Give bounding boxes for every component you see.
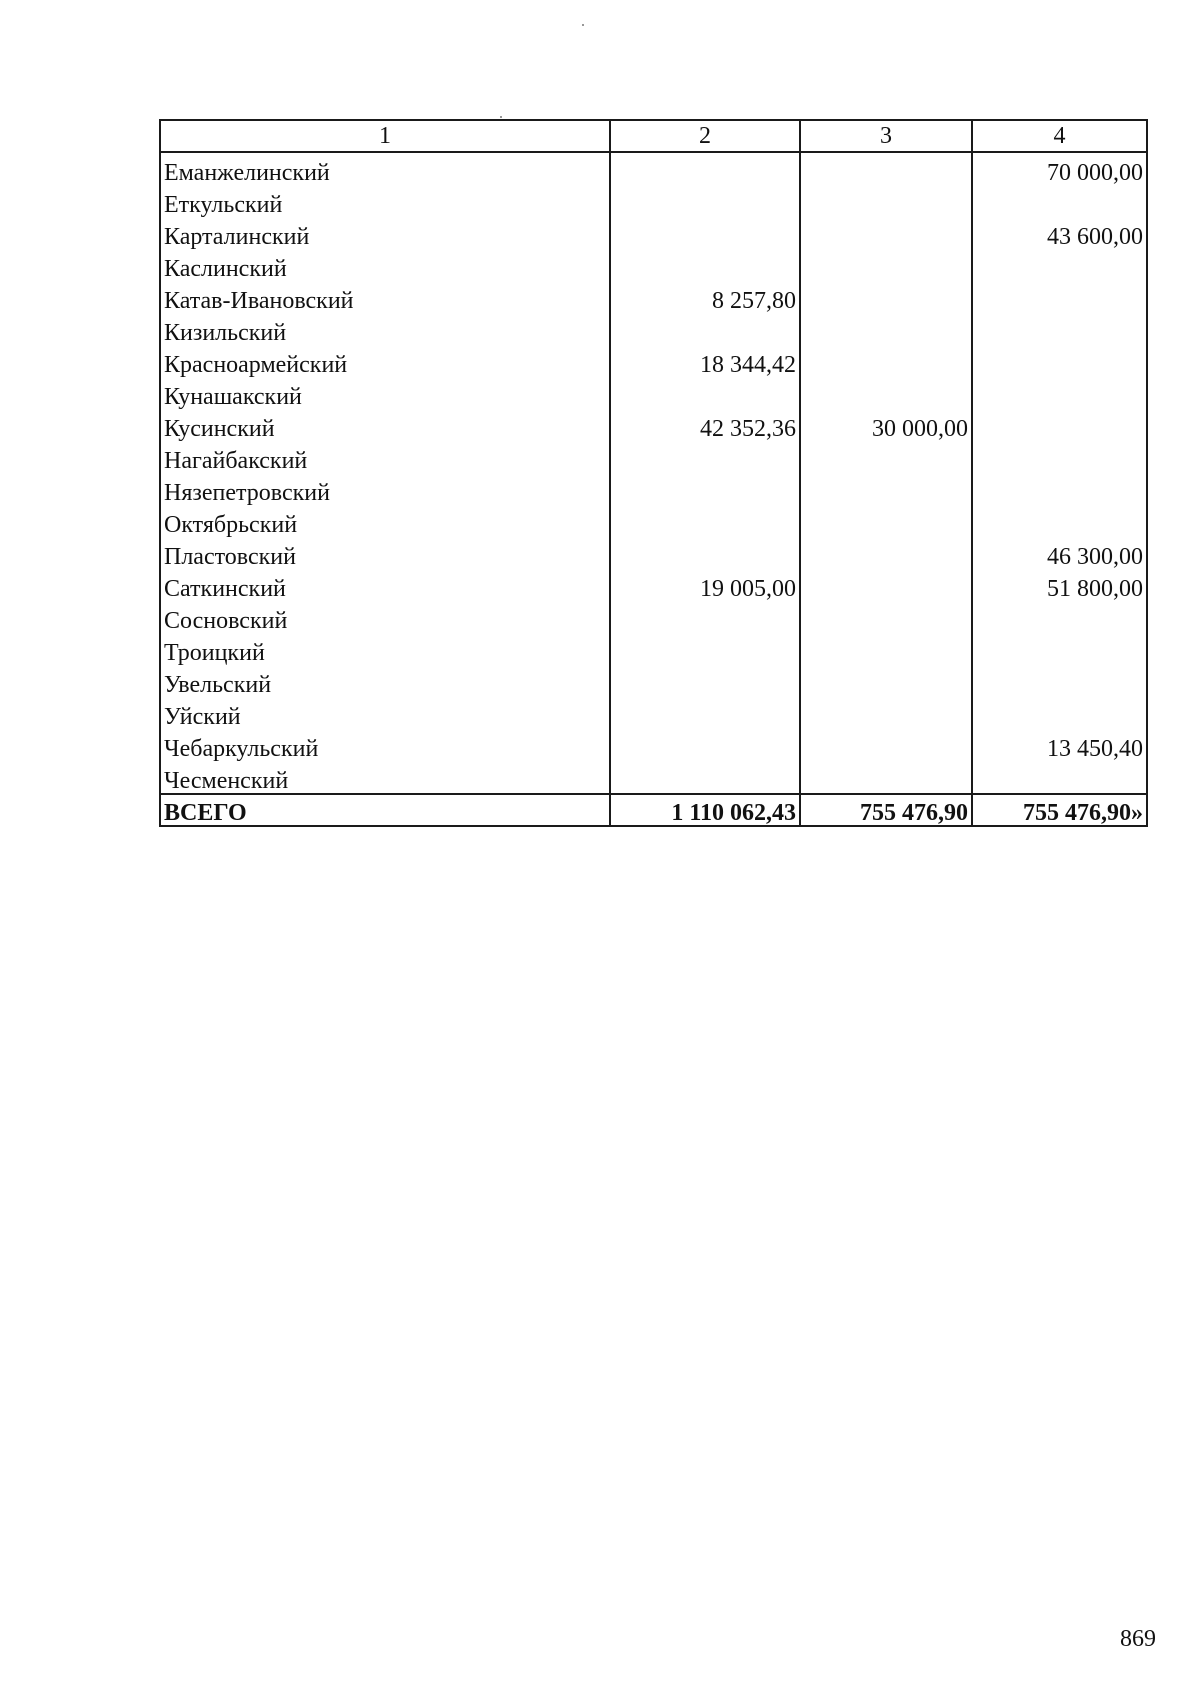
value-col-2: 42 352,36 (610, 409, 800, 441)
value-col-4 (972, 697, 1147, 729)
value-col-3 (800, 313, 972, 345)
value-col-2: 8 257,80 (610, 281, 800, 313)
value-col-3 (800, 377, 972, 409)
value-col-4 (972, 345, 1147, 377)
table-row (160, 217, 1147, 249)
value-col-2 (610, 185, 800, 217)
district-name: Кусинский (160, 409, 610, 441)
value-col-3 (800, 665, 972, 697)
total-col-4: 755 476,90» (972, 794, 1147, 826)
value-col-3 (800, 152, 972, 185)
value-col-4 (972, 185, 1147, 217)
table-row (160, 185, 1147, 217)
value-col-3 (800, 505, 972, 537)
district-name: Кунашакский (160, 377, 610, 409)
value-col-4: 46 300,00 (972, 537, 1147, 569)
district-name: Еманжелинский (160, 152, 610, 185)
district-name: Еткульский (160, 185, 610, 217)
value-col-2 (610, 633, 800, 665)
table-row (160, 441, 1147, 473)
value-col-4 (972, 633, 1147, 665)
table-row (160, 281, 1147, 313)
district-name: Катав-Ивановский (160, 281, 610, 313)
table-body (160, 152, 1147, 794)
value-col-4 (972, 505, 1147, 537)
district-name: Саткинский (160, 569, 610, 601)
table-row (160, 345, 1147, 377)
budget-table (159, 119, 1148, 827)
table-row (160, 537, 1147, 569)
value-col-2: 19 005,00 (610, 569, 800, 601)
value-col-4: 51 800,00 (972, 569, 1147, 601)
value-col-3 (800, 281, 972, 313)
value-col-2: 18 344,42 (610, 345, 800, 377)
table-row (160, 505, 1147, 537)
table-row (160, 249, 1147, 281)
value-col-2 (610, 761, 800, 794)
total-row (160, 794, 1147, 826)
value-col-2 (610, 665, 800, 697)
value-col-4 (972, 377, 1147, 409)
value-col-4: 13 450,40 (972, 729, 1147, 761)
value-col-2 (610, 729, 800, 761)
value-col-4 (972, 441, 1147, 473)
value-col-3 (800, 761, 972, 794)
value-col-4 (972, 313, 1147, 345)
column-header: 3 (800, 120, 972, 152)
total-col-2: 1 110 062,43 (610, 794, 800, 826)
table-row (160, 633, 1147, 665)
value-col-3 (800, 601, 972, 633)
value-col-2 (610, 601, 800, 633)
value-col-4: 70 000,00 (972, 152, 1147, 185)
value-col-3 (800, 729, 972, 761)
scan-speck (500, 116, 502, 118)
table-row (160, 761, 1147, 794)
value-col-2 (610, 313, 800, 345)
value-col-2 (610, 505, 800, 537)
value-col-2 (610, 473, 800, 505)
district-name: Чесменский (160, 761, 610, 794)
value-col-3 (800, 345, 972, 377)
value-col-3 (800, 569, 972, 601)
value-col-3 (800, 249, 972, 281)
table-row (160, 313, 1147, 345)
column-header: 1 (160, 120, 610, 152)
value-col-2 (610, 537, 800, 569)
value-col-3 (800, 441, 972, 473)
district-name: Нагайбакский (160, 441, 610, 473)
value-col-2 (610, 697, 800, 729)
district-name: Красноармейский (160, 345, 610, 377)
value-col-2 (610, 152, 800, 185)
value-col-2 (610, 377, 800, 409)
value-col-3 (800, 473, 972, 505)
page-number: 869 (1120, 1626, 1156, 1652)
district-name: Троицкий (160, 633, 610, 665)
district-name: Сосновский (160, 601, 610, 633)
value-col-3: 30 000,00 (800, 409, 972, 441)
column-header: 4 (972, 120, 1147, 152)
value-col-2 (610, 441, 800, 473)
table-row (160, 569, 1147, 601)
value-col-4: 43 600,00 (972, 217, 1147, 249)
district-name: Пластовский (160, 537, 610, 569)
value-col-3 (800, 217, 972, 249)
value-col-4 (972, 665, 1147, 697)
value-col-4 (972, 761, 1147, 794)
value-col-4 (972, 249, 1147, 281)
district-name: Карталинский (160, 217, 610, 249)
value-col-3 (800, 697, 972, 729)
district-name: Нязепетровский (160, 473, 610, 505)
district-name: Кизильский (160, 313, 610, 345)
table-row (160, 473, 1147, 505)
scan-speck (582, 24, 584, 26)
value-col-4 (972, 601, 1147, 633)
table-row (160, 152, 1147, 185)
header-row (160, 120, 1147, 152)
district-name: Увельский (160, 665, 610, 697)
value-col-3 (800, 633, 972, 665)
value-col-3 (800, 185, 972, 217)
table-row (160, 601, 1147, 633)
value-col-4 (972, 409, 1147, 441)
value-col-4 (972, 473, 1147, 505)
value-col-2 (610, 249, 800, 281)
district-name: Каслинский (160, 249, 610, 281)
total-label: ВСЕГО (160, 794, 610, 826)
table-row (160, 697, 1147, 729)
column-header: 2 (610, 120, 800, 152)
table-row (160, 665, 1147, 697)
district-name: Уйский (160, 697, 610, 729)
table-row (160, 409, 1147, 441)
value-col-4 (972, 281, 1147, 313)
value-col-2 (610, 217, 800, 249)
district-name: Чебаркульский (160, 729, 610, 761)
district-name: Октябрьский (160, 505, 610, 537)
table-row (160, 729, 1147, 761)
table-row (160, 377, 1147, 409)
value-col-3 (800, 537, 972, 569)
total-col-3: 755 476,90 (800, 794, 972, 826)
